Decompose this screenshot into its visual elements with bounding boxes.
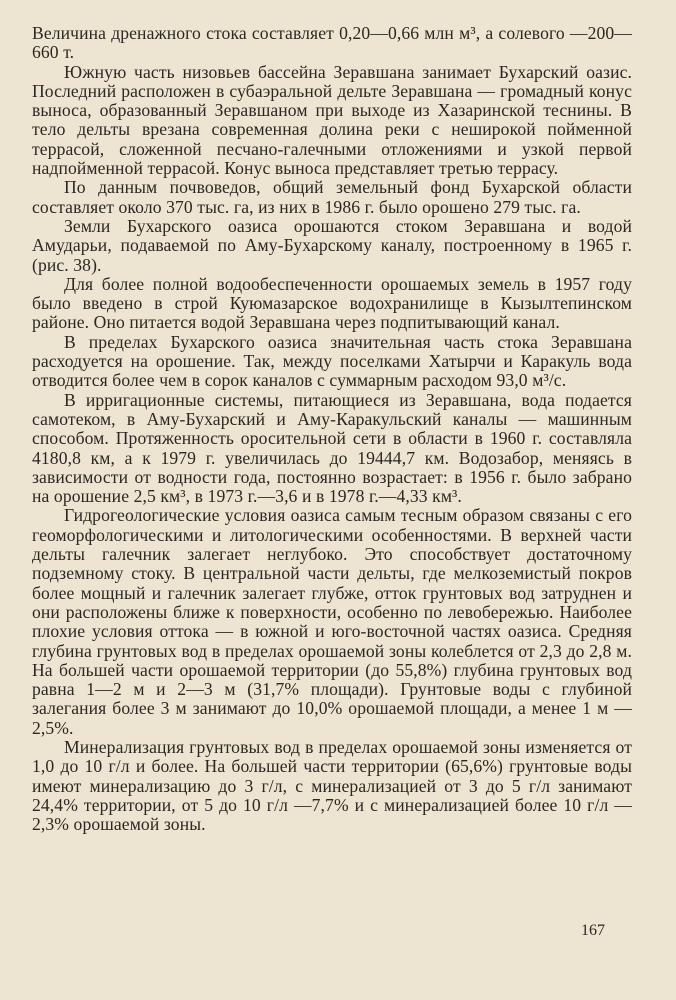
paragraph-bukhara-oasis: Южную часть низовьев бассейна Зеравшана занимает Бухарский оазис. Последний расположен в субаэральной дельте Зеравшана — громадный конус выноса, образованный Зеравшаном при выходе из Хазаринской теснины. В тело дельты врезана современная долина реки с неширокой пойменной террасой, сложенной песчано-галечными отложениями и узкой первой надпойменной террасой. Конус выноса представляет третью террасу. — [32, 61, 632, 179]
paragraph-irrigation-sources: Земли Бухарского оазиса орошаются стоком Зеравшана и водой Амударьи, подаваемой по Аму-Бухарскому каналу, построенному в 1965 г. (рис. 38). — [32, 215, 632, 275]
paragraph-land-fund: По данным почвоведов, общий земельный фонд Бухарской области составляет около 370 тыс. га, из них в 1986 г. было орошено 279 тыс. га. — [32, 177, 632, 217]
paragraph-hydrogeology: Гидрогеологические условия оазиса самым тесным образом связаны с его геоморфологическими и литологическими особенностями. В верхней части дельты галечник залегает неглубоко. Это способствует достаточному подземному стоку. В центральной части дельты, где мелкоземистый покров более мощный и галечник залегает глубже, отток грунтовых вод затруднен и они расположены ближе к поверхности, особенно по левобережью. Наиболее плохие условия оттока — в южной и юго-восточной частях оазиса. Средняя глубина грунтовых вод в пределах орошаемой зоны колеблется от 2,3 до 2,8 м. На большей части орошаемой территории (до 55,8%) глубина грунтовых вод равна 1—2 м и 2—3 м (31,7% площади). Грунтовые воды с глубиной залегания более 3 м занимают до 10,0% орошаемой площади, а менее 1 м — 2,5%. — [32, 505, 632, 738]
page-number: 167 — [581, 922, 605, 939]
paragraph-mineralization: Минерализация грунтовых вод в пределах орошаемой зоны изменяется от 1,0 до 10 г/л и более. На большей части территории (65,6%) грунтовые воды имеют минерализацию до 3 г/л, с минерализацией от 3 до 5 г/л занимают 24,4% территории, от 5 до 10 г/л —7,7% и с минерализацией более 10 г/л —2,3% орошаемой зоны. — [32, 736, 632, 835]
paragraph-canals: В пределах Бухарского оазиса значительная часть стока Зеравшана расходуется на орошение. Так, между поселками Хатырчи и Каракуль вода отводится более чем в сорок каналов с суммарным расходом 93,0 м³/с. — [32, 331, 632, 391]
paragraph-drainage-runoff: Величина дренажного стока составляет 0,20—0,66 млн м³, а солевого —200—660 т. — [32, 23, 632, 63]
body-text — [32, 24, 632, 834]
paragraph-reservoir: Для более полной водообеспеченности орошаемых земель в 1957 году было введено в строй Куюмазарское водохранилище в Кызылтепинском районе. Оно питается водой Зеравшана через подпитывающий канал. — [32, 273, 632, 333]
paragraph-irrigation-systems: В ирригационные системы, питающиеся из Зеравшана, вода подается самотеком, в Аму-Бухарский и Аму-Каракульский каналы — машинным способом. Протяженность оросительной сети в области в 1960 г. составляла 4180,8 км, а к 1979 г. увеличилась до 19444,7 км. Водозабор, меняясь в зависимости от водности года, постоянно возрастает: в 1956 г. было забрано на орошение 2,5 км³, в 1973 г.—3,6 и в 1978 г.—4,33 км³. — [32, 389, 632, 507]
